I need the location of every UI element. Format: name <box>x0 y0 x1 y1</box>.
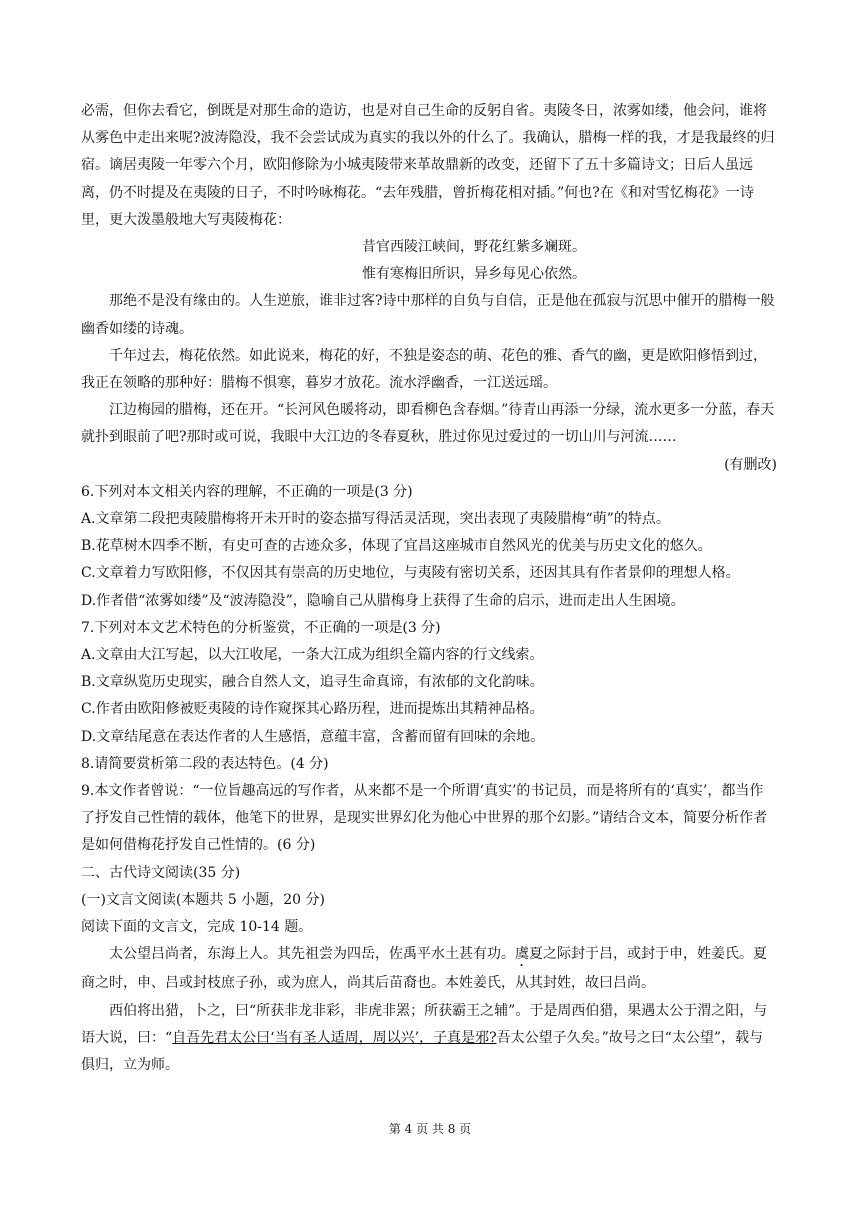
passage-paragraph: 那绝不是没有缘由的。人生逆旅，谁非过客?诗中那样的自负与自信，正是他在孤寂与沉思中催开的腊梅一般幽香如缕的诗魂。 <box>81 293 775 337</box>
option-7a: A.文章由大江写起，以大江收尾，一条大江成为组织全篇内容的行文线索。 <box>81 647 544 664</box>
classical-text: 吾太公望子久矣。”故号之曰“太公望”，载与俱归，立为师。 <box>81 1029 764 1073</box>
classical-paragraph <box>81 941 777 997</box>
option-7d: D.文章结尾意在表达作者的人生感悟，意蕴丰富，含蓄而留有回味的余地。 <box>81 728 545 745</box>
section-heading: 二、古代诗文阅读(35 分) <box>81 864 241 881</box>
page-footer: 第 4 页 共 8 页 <box>388 1122 472 1136</box>
page-content <box>81 98 777 1079</box>
question-8: 8.请简要赏析第二段的表达特色。(4 分) <box>81 755 329 772</box>
passage-paragraph: 江边梅园的腊梅，还在开。“长河风色暖将动，即看柳色含春烟。”待青山再添一分绿，流水更多一分蓝，春天就扑到眼前了吧?那时或可说，我眼中大江边的冬春夏秋，胜过你见过爱过的一切山川与河流…… <box>81 402 775 446</box>
poem-line: 惟有寒梅旧所识，异乡每见心依然。 <box>362 266 586 283</box>
instruction: 阅读下面的文言文，完成 10-14 题。 <box>81 919 313 936</box>
question-6: 6.下列对本文相关内容的理解，不正确的一项是(3 分) <box>81 483 413 500</box>
subsection-heading: (一)文言文阅读(本题共 5 小题，20 分) <box>81 891 325 908</box>
question-7: 7.下列对本文艺术特色的分析鉴赏，不正确的一项是(3 分) <box>81 619 441 636</box>
edit-note: (有删改) <box>724 456 777 473</box>
passage-paragraph: 必需，但你去看它，倒既是对那生命的造访，也是对自己生命的反躬自省。夷陵冬日，浓雾如缕，他会问，谁将从雾色中走出来呢?波涛隐没，我不会尝试成为真实的我以外的什么了。我确认，腊梅一样的我，才是我最终的归宿。谪居夷陵一年零六个月，欧阳修除为小城夷陵带来革故鼎新的改变，还留下了五十多篇诗文；日后人虽远离，仍不时提及在夷陵的日子，不时吟咏梅花。“去年残腊，曾折梅花相对插。”何也?在《和对雪忆梅花》一诗里，更大泼墨般地大写夷陵梅花： <box>81 103 775 228</box>
option-6c: C.文章着力写欧阳修，不仅因其有崇高的历史地位，与夷陵有密切关系，还因其具有作者景仰的理想人格。 <box>81 565 740 582</box>
classical-text: 西伯将出猎，卜之，曰“所获非龙非彩，非虎非罴；所获霸王之辅”。于是周西伯猎，果遇太公于渭之阳，与语大说，曰：“ <box>81 1002 768 1046</box>
emphasis-char: 虞 <box>515 946 529 963</box>
classical-text: 夏之际封于吕，或封于申，姓姜氏。夏商之时，申、吕或封枝庶子孙，或为庶人，尚其后苗裔也。本姓姜氏，从其封姓，故曰吕尚。 <box>81 946 767 992</box>
option-7b: B.文章纵览历史现实，融合自然人文，追寻生命真谛，有浓郁的文化韵味。 <box>81 674 544 691</box>
option-6b: B.花草树木四季不断，有史可查的古迹众多，体现了宜昌这座城市自然风光的优美与历史文化的悠久。 <box>81 538 712 555</box>
passage-paragraph: 千年过去，梅花依然。如此说来，梅花的好，不独是姿态的萌、花色的雅、香气的幽，更是欧阳修悟到过，我正在领略的那种好：腊梅不惧寒，暮岁才放花。流水浮幽香，一江送远瑶。 <box>81 347 767 392</box>
poem-line: 昔官西陵江峡间，野花红紫多斓斑。 <box>362 239 586 256</box>
option-6a: A.文章第二段把夷陵腊梅将开未开时的姿态描写得活灵活现，突出表现了夷陵腊梅“萌”的特点。 <box>81 511 670 528</box>
question-9: 9.本文作者曾说：“一位旨趣高远的写作者，从来都不是一个所谓‘真实’的书记员，而是将所有的‘真实’，都当作了抒发自己性情的载体，他笔下的世界，是现实世界幻化为他心中世界的那个幻影。”请结合文本，简要分析作者是如何借梅花抒发自己性情的。(6 分) <box>81 783 768 854</box>
underlined-sentence: 自吾先君太公曰‘当有圣人适周，周以兴’，子真是邪? <box>172 1029 497 1046</box>
classical-paragraph <box>81 998 777 1080</box>
option-7c: C.作者由欧阳修被贬夷陵的诗作窥探其心路历程，进而提炼出其精神品格。 <box>81 701 544 718</box>
classical-text: 太公望吕尚者，东海上人。其先祖尝为四岳，佐禹平水土甚有功。 <box>109 946 515 963</box>
option-6d: D.作者借“浓雾如缕”及“波涛隐没”，隐喻自己从腊梅身上获得了生命的启示，进而走出人生困境。 <box>81 592 685 609</box>
